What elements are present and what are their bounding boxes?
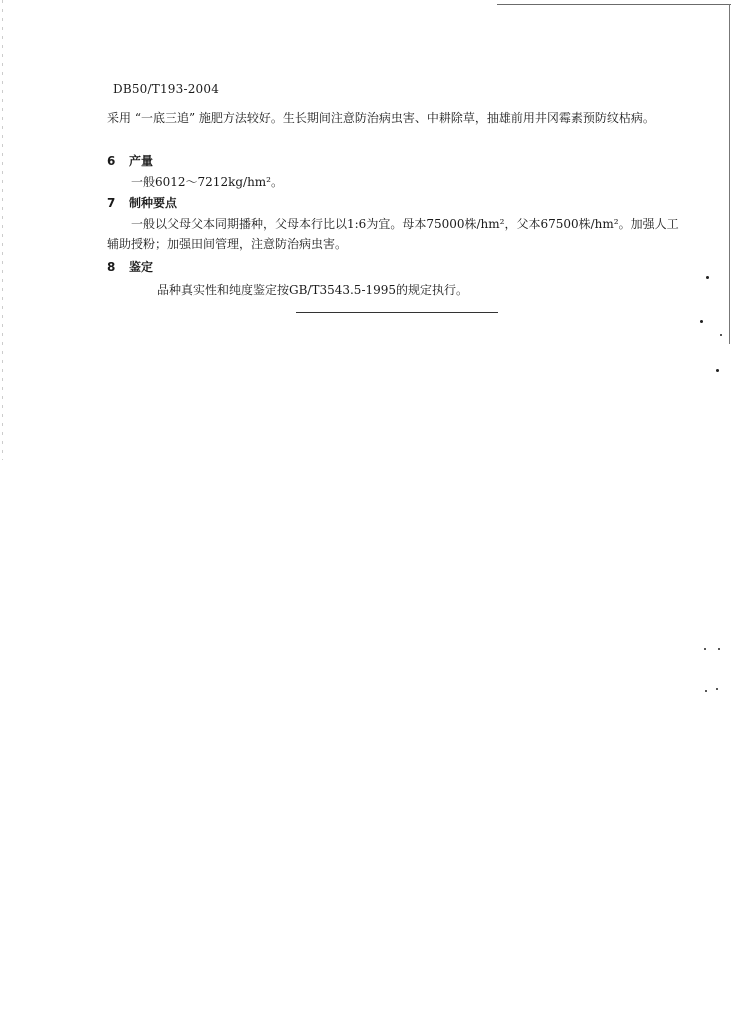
section-8-heading: [107, 258, 153, 275]
scan-speck: [718, 648, 720, 650]
scan-right-border: [729, 4, 730, 344]
intro-paragraph: 采用 “一底三追” 施肥方法较好。生长期间注意防治病虫害、中耕除草，抽雄前用井冈霉素预防纹枯病。: [107, 111, 655, 125]
scan-speck: [706, 276, 709, 279]
scan-speck: [720, 334, 722, 336]
scan-speck: [704, 648, 706, 650]
section-7-heading: [107, 194, 177, 211]
end-of-document-rule: [296, 312, 498, 313]
section-6-text: 一般6012～7212kg/hm²。: [131, 175, 283, 189]
scan-top-border: [497, 4, 731, 5]
document-code: DB50/T193-2004: [113, 82, 220, 96]
scan-speck: [705, 690, 707, 692]
scan-speck: [700, 320, 703, 323]
section-number: 6: [107, 154, 116, 168]
section-number: 7: [107, 196, 116, 210]
scan-speck: [716, 688, 718, 690]
section-title: 产量: [129, 154, 154, 168]
scan-left-border: [2, 0, 3, 460]
section-title: 鉴定: [129, 260, 154, 274]
section-title: 制种要点: [129, 196, 178, 210]
section-6-heading: [107, 152, 153, 169]
section-number: 8: [107, 260, 116, 274]
section-8-text: 品种真实性和纯度鉴定按GB/T3543.5-1995的规定执行。: [157, 283, 469, 297]
section-7-text: 一般以父母父本同期播种，父母本行比以1:6为宜。母本75000株/hm²，父本67500株/hm²。加强人工辅助授粉；加强田间管理，注意防治病虫害。: [107, 217, 679, 251]
scan-speck: [716, 369, 719, 372]
